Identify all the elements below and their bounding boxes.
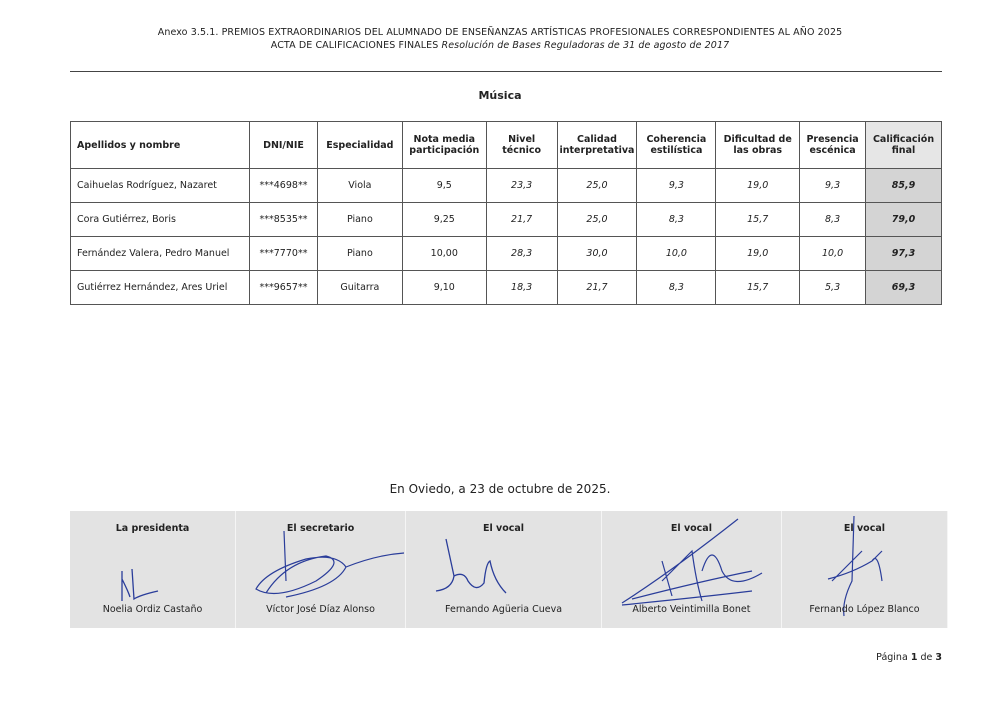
- table-cell: 25,0: [557, 169, 637, 203]
- table-row: [71, 237, 942, 271]
- subtitle-main: ACTA DE CALIFICACIONES FINALES: [270, 40, 439, 51]
- table-cell: 8,3: [637, 203, 716, 237]
- signature-box-president: [70, 511, 236, 628]
- page-label: Página: [876, 652, 908, 663]
- table-cell: Caihuelas Rodríguez, Nazaret: [71, 169, 250, 203]
- table-cell: 15,7: [716, 203, 800, 237]
- table-cell: 23,3: [486, 169, 557, 203]
- table-cell: Piano: [317, 237, 402, 271]
- table-cell: ***7770**: [250, 237, 318, 271]
- table-cell: 79,0: [866, 203, 942, 237]
- signature-role: El vocal: [670, 523, 712, 534]
- signatures-block: [70, 511, 948, 628]
- table-cell: 15,7: [716, 271, 800, 305]
- table-cell: Viola: [317, 169, 402, 203]
- column-header: Calidad interpretativa: [557, 122, 637, 169]
- table-cell: 9,10: [402, 271, 486, 305]
- signatory-name: Fernando López Blanco: [809, 604, 920, 615]
- signature-box-vocal-3: [782, 511, 948, 628]
- table-cell: 19,0: [716, 169, 800, 203]
- table-cell: 9,25: [402, 203, 486, 237]
- section-title: Música: [478, 89, 522, 102]
- column-header: Nota media participación: [402, 122, 486, 169]
- place-date: En Oviedo, a 23 de octubre de 2025.: [389, 482, 611, 496]
- signatory-name: Alberto Veintimilla Bonet: [632, 604, 751, 615]
- signature-box-secretary: [236, 511, 406, 628]
- page-indicator: [876, 652, 942, 663]
- table-cell: 21,7: [557, 271, 637, 305]
- column-header: Dificultad de las obras: [716, 122, 800, 169]
- signatory-name: Noelia Ordiz Castaño: [102, 604, 203, 615]
- column-header: Presencia escénica: [800, 122, 866, 169]
- table-cell: 19,0: [716, 237, 800, 271]
- table-cell: Gutiérrez Hernández, Ares Uriel: [71, 271, 250, 305]
- table-cell: 18,3: [486, 271, 557, 305]
- table-row: [71, 203, 942, 237]
- subtitle-resolution: Resolución de Bases Reguladoras de 31 de agosto de 2017: [441, 40, 730, 51]
- table-cell: 9,3: [800, 169, 866, 203]
- document-title: Anexo 3.5.1. PREMIOS EXTRAORDINARIOS DEL ALUMNADO DE ENSEÑANZAS ARTÍSTICAS PROFESIONALES CORRESPONDIENTES AL AÑO 2025: [157, 27, 843, 38]
- table-cell: 10,0: [637, 237, 716, 271]
- header-divider: [70, 71, 942, 72]
- table-cell: ***4698**: [250, 169, 318, 203]
- signature-role: La presidenta: [115, 523, 190, 534]
- table-cell: Guitarra: [317, 271, 402, 305]
- table-cell: 10,00: [402, 237, 486, 271]
- table-cell: ***8535**: [250, 203, 318, 237]
- column-header: Especialidad: [317, 122, 402, 169]
- table-cell: Piano: [317, 203, 402, 237]
- table-cell: 5,3: [800, 271, 866, 305]
- table-cell: 85,9: [866, 169, 942, 203]
- signature-role: El vocal: [482, 523, 525, 534]
- table-cell: 21,7: [486, 203, 557, 237]
- page-total: 3: [935, 652, 942, 663]
- table-row: [71, 169, 942, 203]
- signature-role: El secretario: [286, 523, 355, 534]
- table-cell: ***9657**: [250, 271, 318, 305]
- signatory-name: Víctor José Díaz Alonso: [266, 604, 375, 615]
- table-cell: 30,0: [557, 237, 637, 271]
- table-cell: 28,3: [486, 237, 557, 271]
- table-header-row: [71, 122, 942, 169]
- table-cell: 8,3: [637, 271, 716, 305]
- page-of: de: [920, 652, 933, 663]
- table-cell: 8,3: [800, 203, 866, 237]
- table-cell: 10,0: [800, 237, 866, 271]
- column-header: DNI/NIE: [250, 122, 318, 169]
- table-cell: 9,3: [637, 169, 716, 203]
- table-cell: 97,3: [866, 237, 942, 271]
- table-row: [71, 271, 942, 305]
- document-subtitle: [0, 40, 1000, 51]
- signature-box-vocal-2: [602, 511, 782, 628]
- table-cell: 9,5: [402, 169, 486, 203]
- table-cell: 69,3: [866, 271, 942, 305]
- grades-table: [70, 121, 942, 305]
- table-cell: Cora Gutiérrez, Boris: [71, 203, 250, 237]
- column-header: Calificación final: [866, 122, 942, 169]
- table-cell: Fernández Valera, Pedro Manuel: [71, 237, 250, 271]
- column-header: Apellidos y nombre: [71, 122, 250, 169]
- signature-role: El vocal: [843, 523, 885, 534]
- signature-box-vocal-1: [406, 511, 602, 628]
- column-header: Nivel técnico: [486, 122, 557, 169]
- table-cell: 25,0: [557, 203, 637, 237]
- column-header: Coherencia estilística: [637, 122, 716, 169]
- page-current: 1: [910, 652, 918, 663]
- signatory-name: Fernando Agüeria Cueva: [445, 604, 563, 615]
